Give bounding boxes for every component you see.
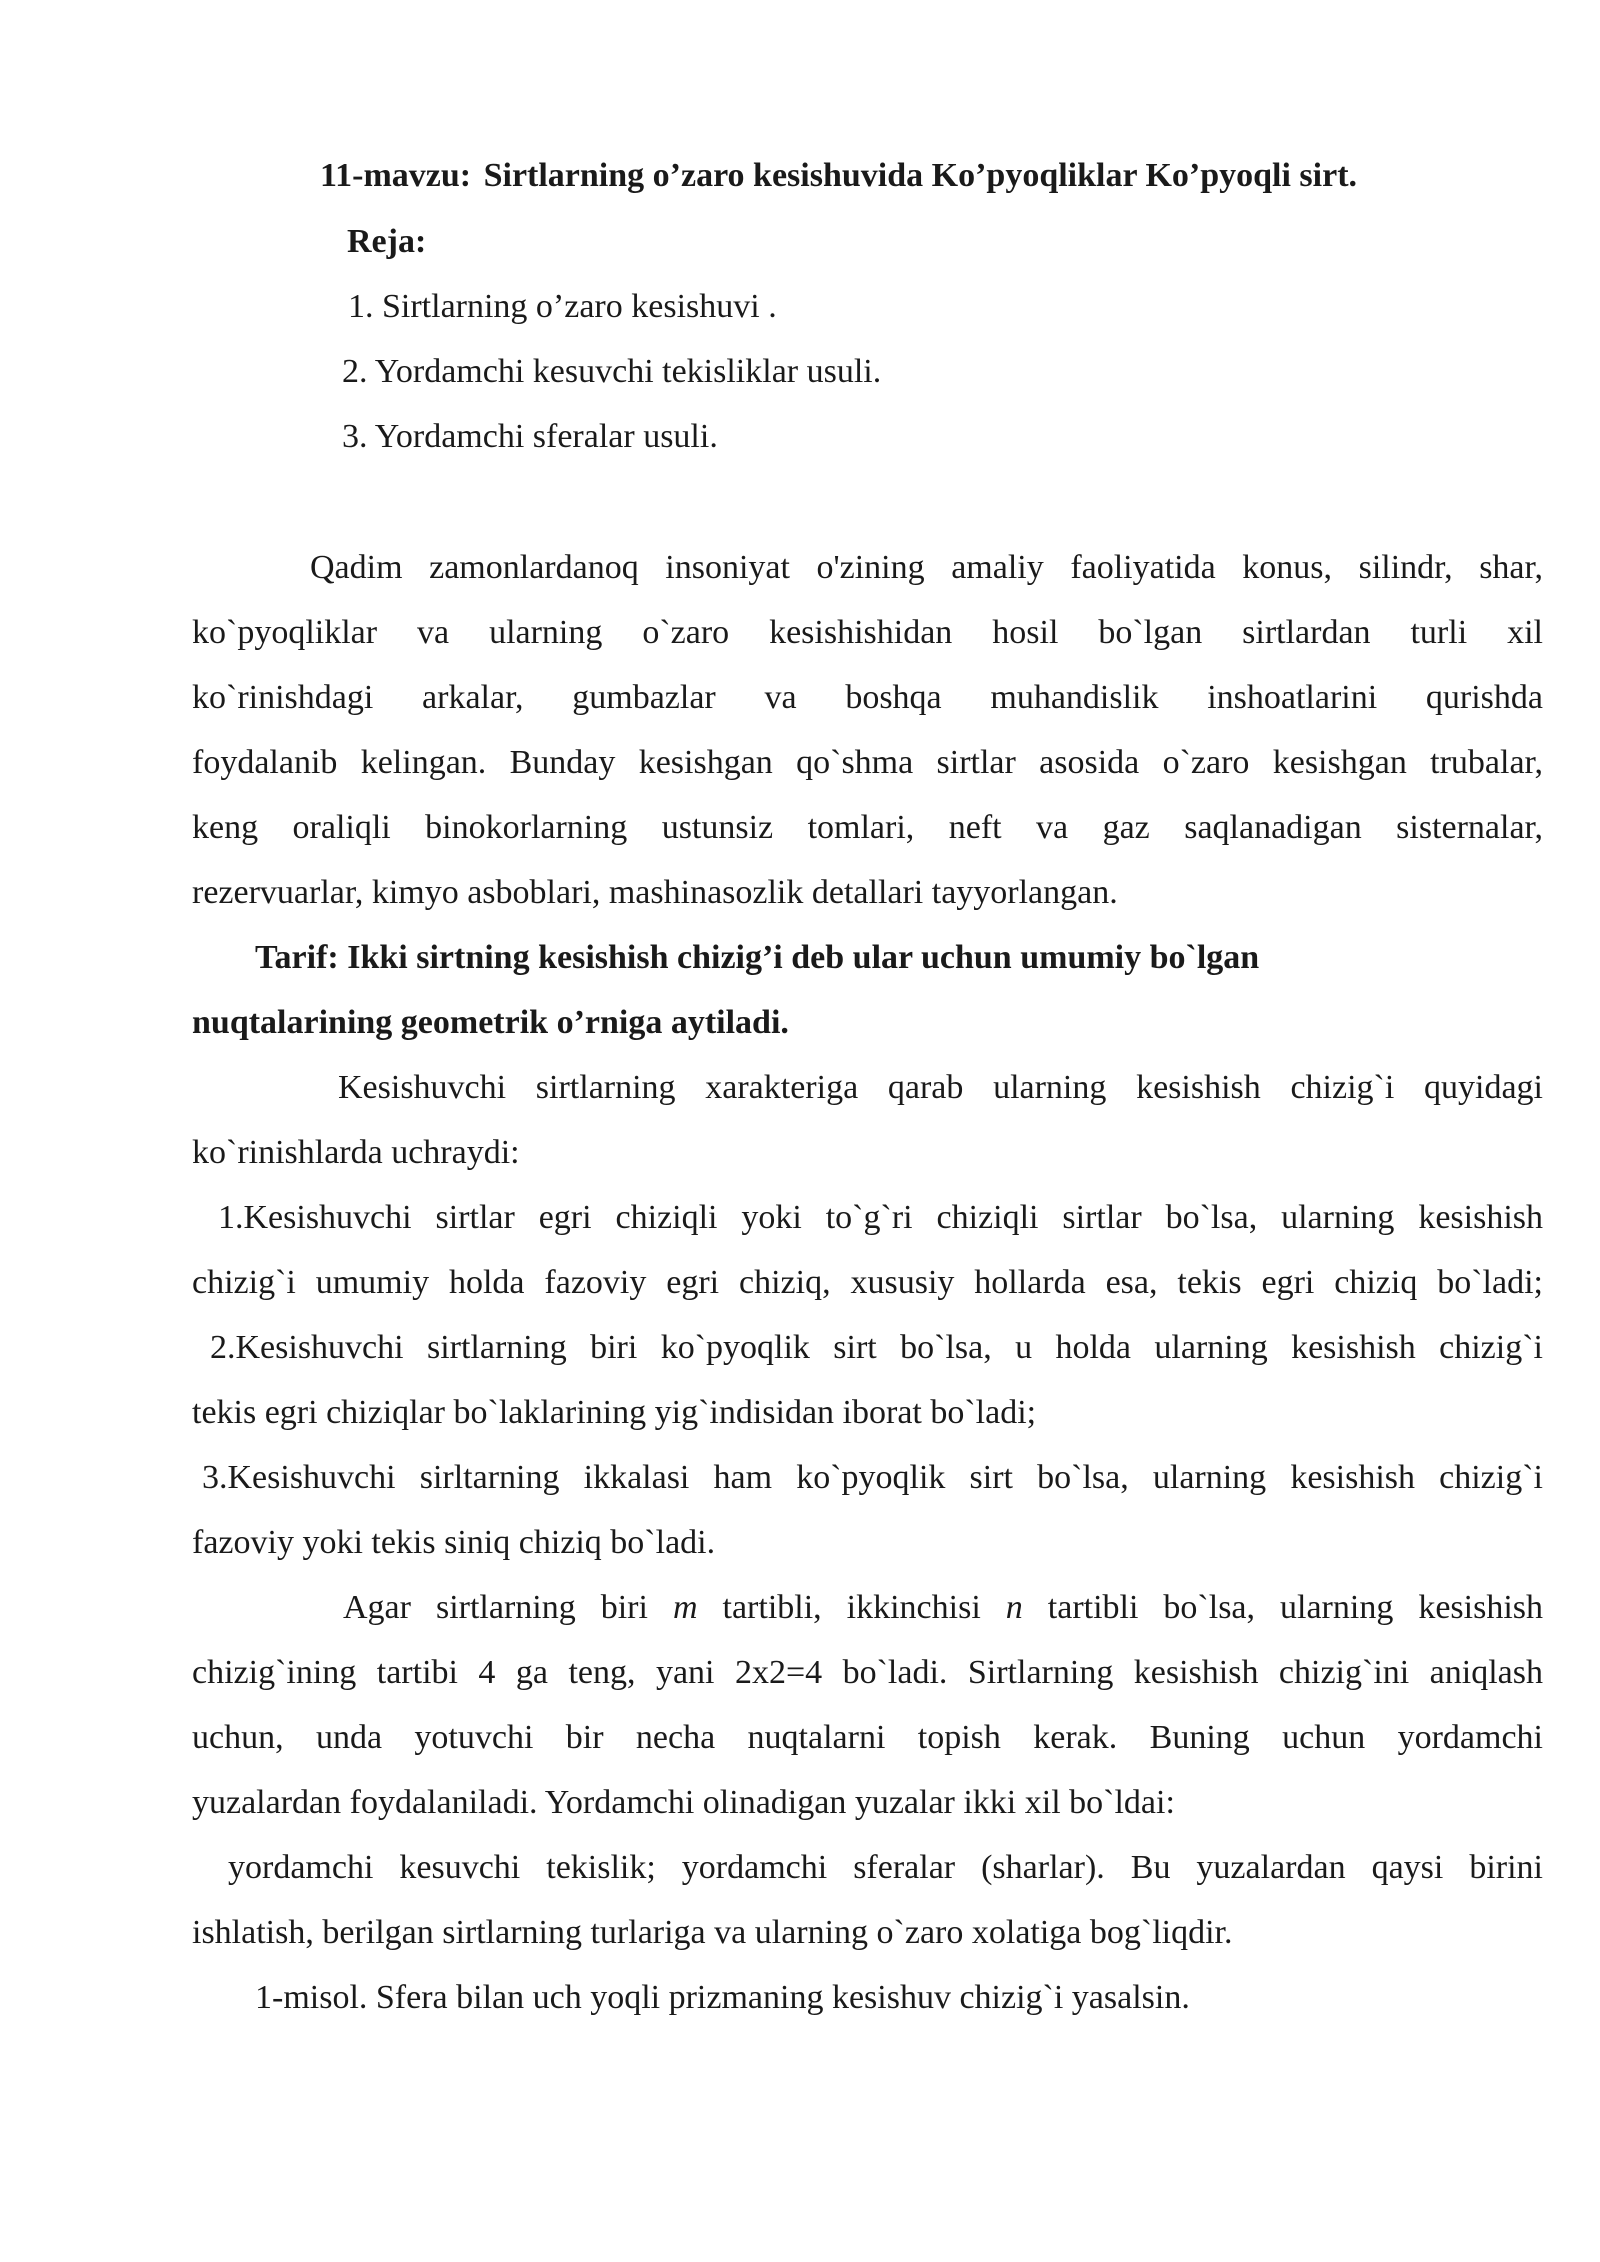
plan-item: 3. Yordamchi sferalar usuli. bbox=[342, 418, 718, 455]
intro-paragraph-line: rezervuarlar, kimyo asboblari, mashinasozlik detallari tayyorlangan. bbox=[192, 874, 1118, 911]
intro-paragraph-line: ko`rinishdagi arkalar, gumbazlar va boshqa muhandislik inshoatlarini qurishda bbox=[192, 679, 1543, 716]
topic-number: 11-mavzu: bbox=[320, 157, 472, 194]
intro-paragraph-line: ko`pyoqliklar va ularning o`zaro kesishishidan hosil bo`lgan sirtlardan turli xil bbox=[192, 614, 1543, 651]
example-line: 1-misol. Sfera bilan uch yoqli prizmaning kesishuv chizig`i yasalsin. bbox=[255, 1979, 1190, 2016]
order-paragraph-line: uchun, unda yotuvchi bir necha nuqtalarni topish kerak. Buning uchun yordamchi bbox=[192, 1719, 1543, 1756]
topic-title: Sirtlarning o’zaro kesishuvida Ko’pyoqliklar Ko’pyoqli sirt. bbox=[483, 157, 1358, 194]
aux-paragraph-line: ishlatish, berilgan sirtlarning turlariga va ularning o`zaro xolatiga bog`liqdir. bbox=[192, 1914, 1233, 1951]
case-2-line: 2.Kesishuvchi sirtlarning biri ko`pyoqlik sirt bo`lsa, u holda ularning kesishish chizig`i bbox=[210, 1329, 1543, 1366]
case-1-line: 1.Kesishuvchi sirtlar egri chiziqli yoki to`g`ri chiziqli sirtlar bo`lsa, ularning kesishish bbox=[218, 1199, 1543, 1236]
case-3-line: 3.Kesishuvchi sirltarning ikkalasi ham ko`pyoqlik sirt bo`lsa, ularning kesishish chizig`i bbox=[202, 1459, 1543, 1496]
plan-item: 1. Sirtlarning o’zaro kesishuvi . bbox=[348, 288, 777, 325]
definition-line: Tarif: Ikki sirtning kesishish chizig’i deb ular uchun umumiy bo`lgan bbox=[255, 939, 1260, 976]
aux-paragraph-line: yordamchi kesuvchi tekislik; yordamchi sferalar (sharlar). Bu yuzalardan qaysi birini bbox=[228, 1849, 1543, 1886]
order-paragraph-line: yuzalardan foydalaniladi. Yordamchi olinadigan yuzalar ikki xil bo`ldai: bbox=[192, 1784, 1175, 1821]
order-n-symbol: n bbox=[1005, 1589, 1023, 1626]
order-m-symbol: m bbox=[672, 1589, 698, 1626]
order-paragraph-line bbox=[343, 1584, 1543, 1632]
order-text: tartibli, ikkinchisi bbox=[697, 1589, 1006, 1626]
case-2-line: tekis egri chiziqlar bo`laklarining yig`indisidan iborat bo`ladi; bbox=[192, 1394, 1037, 1431]
intro-paragraph-line: Qadim zamonlardanoq insoniyat o'zining amaliy faoliyatida konus, silindr, shar, bbox=[310, 549, 1543, 586]
intro-paragraph-line: foydalanib kelingan. Bunday kesishgan qo`shma sirtlar asosida o`zaro kesishgan trubalar, bbox=[192, 744, 1543, 781]
page-title bbox=[320, 152, 1357, 200]
types-intro-line: ko`rinishlarda uchraydi: bbox=[192, 1134, 520, 1171]
order-text: Agar sirtlarning biri bbox=[343, 1589, 673, 1626]
types-intro-line: Kesishuvchi sirtlarning xarakteriga qarab ularning kesishish chizig`i quyidagi bbox=[338, 1069, 1543, 1106]
case-1-line: chizig`i umumiy holda fazoviy egri chiziq, xususiy hollarda esa, tekis egri chiziq bo`ladi; bbox=[192, 1264, 1543, 1301]
plan-item: 2. Yordamchi kesuvchi tekisliklar usuli. bbox=[342, 353, 882, 390]
order-paragraph-line: chizig`ining tartibi 4 ga teng, yani 2x2=4 bo`ladi. Sirtlarning kesishish chizig`ini aniqlash bbox=[192, 1654, 1543, 1691]
plan-heading: Reja: bbox=[347, 223, 427, 260]
case-3-line: fazoviy yoki tekis siniq chiziq bo`ladi. bbox=[192, 1524, 716, 1561]
order-text: tartibli bo`lsa, ularning kesishish bbox=[1022, 1589, 1544, 1626]
definition-line: nuqtalarining geometrik o’rniga aytiladi. bbox=[192, 1004, 789, 1041]
intro-paragraph-line: keng oraliqli binokorlarning ustunsiz tomlari, neft va gaz saqlanadigan sisternalar, bbox=[192, 809, 1543, 846]
